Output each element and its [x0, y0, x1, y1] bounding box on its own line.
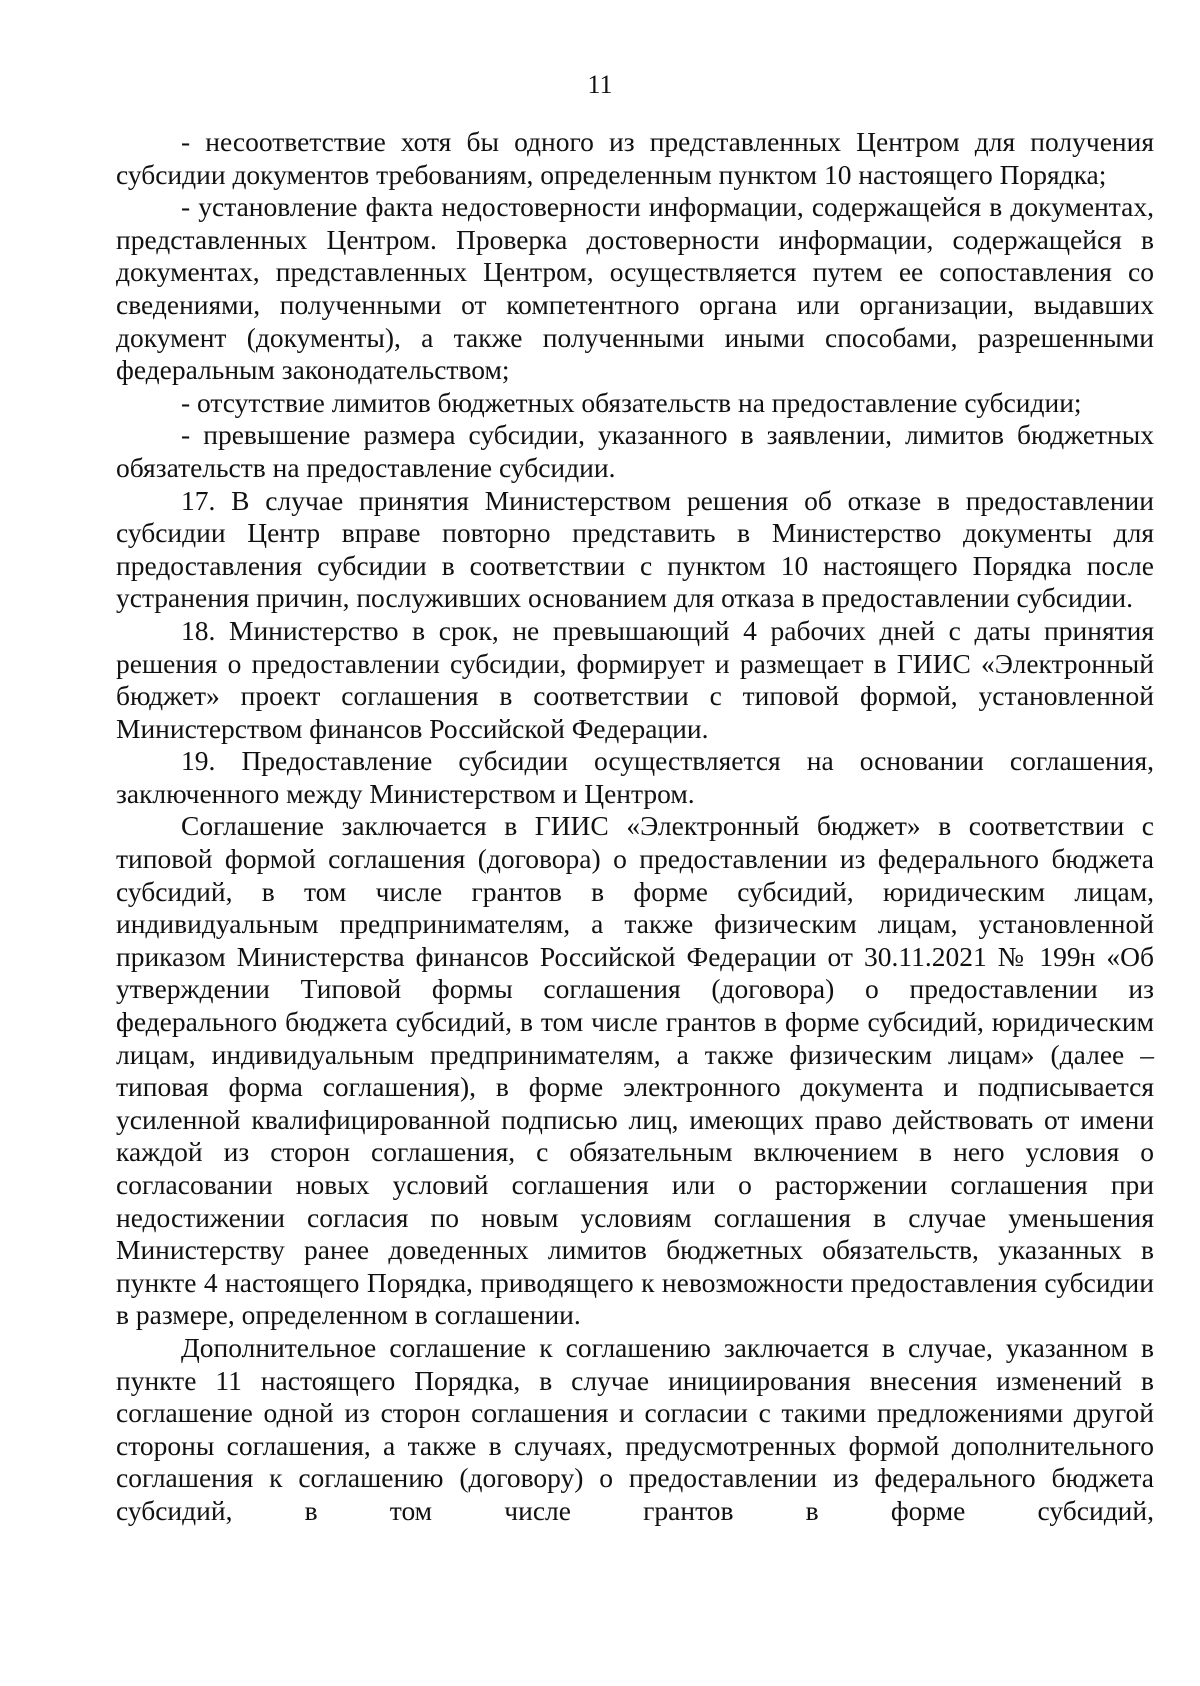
paragraph-19: 19. Предоставление субсидии осуществляется на основании соглашения, заключенного между Министерством и Центром. — [116, 745, 1154, 809]
paragraph-item-3: - отсутствие лимитов бюджетных обязательств на предоставление субсидии; — [181, 386, 1082, 418]
paragraph-item-1: - несоответствие хотя бы одного из представленных Центром для получения субсидии документов требованиям, определенным пунктом 10 настоящего Порядка; — [116, 126, 1154, 190]
paragraph-18: 18. Министерство в срок, не превышающий 4 рабочих дней с даты принятия решения о предоставлении субсидии, формирует и размещает в ГИИС «Электронный бюджет» проект соглашения в соответствии с типовой формой, установленной Министерством финансов Российской Федерации. — [116, 614, 1154, 744]
paragraph-additional-agreement: Дополнительное соглашение к соглашению заключается в случае, указанном в пункте 11 настоящего Порядка, в случае инициирования внесения изменений в соглашение одной из сторон соглашения и согласии с такими предложениями другой стороны соглашения, а также в случаях, предусмотренных формой дополнительного соглашения к соглашению (договору) о предоставлении из федерального бюджета субсидий, в том числе грантов в форме субсидий, — [116, 1331, 1154, 1526]
document-body — [116, 126, 1154, 1528]
page-number: 11 — [587, 70, 613, 99]
paragraph-item-4: - превышение размера субсидии, указанного в заявлении, лимитов бюджетных обязательств на предоставление субсидии. — [116, 419, 1154, 483]
paragraph-17: 17. В случае принятия Министерством решения об отказе в предоставлении субсидии Центр вправе повторно представить в Министерство документы для предоставления субсидии в соответствии с пунктом 10 настоящего Порядка после устранения причин, послуживших основанием для отказа в предоставлении субсидии. — [116, 484, 1154, 614]
paragraph-agreement: Соглашение заключается в ГИИС «Электронный бюджет» в соответствии с типовой формой соглашения (договора) о предоставлении из федерального бюджета субсидий, в том числе грантов в форме субсидий, юридическим лицам, индивидуальным предпринимателям, а также физическим лицам, установленной приказом Министерства финансов Российской Федерации от 30.11.2021 № 199н «Об утверждении Типовой формы соглашения (договора) о предоставлении из федерального бюджета субсидий, в том числе грантов в форме субсидий, юридическим лицам, индивидуальным предпринимателям, а также физическим лицам» (далее – типовая форма соглашения), в форме электронного документа и подписывается усиленной квалифицированной подписью лиц, имеющих право действовать от имени каждой из сторон соглашения, с обязательным включением в него условия о согласовании новых условий соглашения или о расторжении соглашения при недостижении согласия по новым условиям соглашения в случае уменьшения Министерству ранее доведенных лимитов бюджетных обязательств, указанных в пункте 4 настоящего Порядка, приводящего к невозможности предоставления субсидии в размере, определенном в соглашении. — [116, 810, 1154, 1331]
paragraph-item-2: - установление факта недостоверности информации, содержащейся в документах, представленных Центром. Проверка достоверности информации, содержащейся в документах, представленных Центром, осуществляется путем ее сопоставления со сведениями, полученными от компетентного органа или организации, выдавших документ (документы), а также полученными иными способами, разрешенными федеральным законодательством; — [116, 191, 1154, 386]
